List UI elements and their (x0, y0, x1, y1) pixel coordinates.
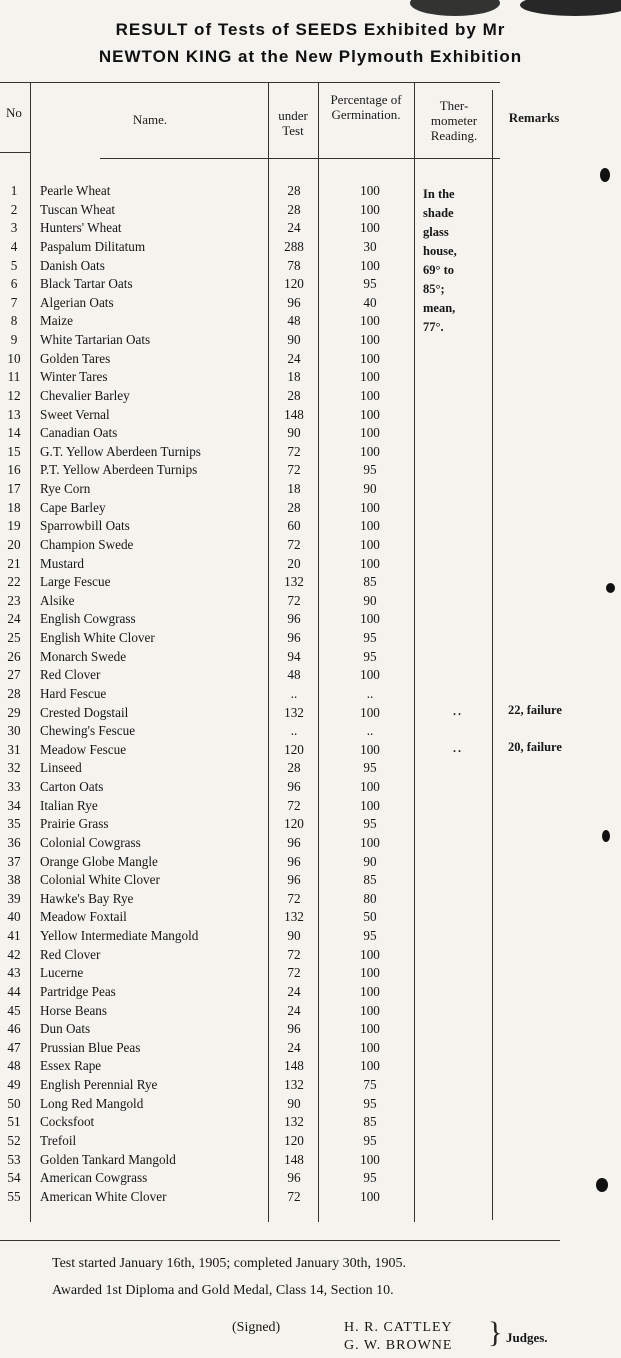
row-number: 3 (10, 220, 18, 236)
under-test-count: 96 (287, 834, 301, 850)
seed-name: Chevalier Barley (40, 387, 130, 403)
seed-name: Rye Corn (40, 481, 91, 496)
germination-percent: 100 (360, 313, 380, 329)
signed-label: (Signed) (232, 1320, 281, 1335)
seed-name: Italian Rye (40, 797, 98, 813)
seed-name: Hawke's Bay Rye (40, 890, 134, 906)
under-test-count: 288 (284, 238, 304, 254)
seed-name: Meadow Foxtail (40, 909, 127, 925)
row-number: 41 (7, 928, 21, 943)
germination-percent: 100 (360, 1188, 380, 1204)
under-test-count: 72 (287, 890, 301, 906)
row-number: 21 (7, 555, 21, 571)
row-number: 10 (7, 350, 21, 366)
row-number: 30 (7, 723, 21, 739)
under-test-count: 72 (287, 462, 301, 478)
col-divider-no (30, 82, 31, 1222)
germination-percent: 100 (360, 183, 380, 198)
under-test-count: 24 (287, 350, 301, 366)
under-test-count: 24 (287, 220, 301, 236)
thermometer-line: shade (423, 206, 454, 220)
col-divider-thermometer (492, 90, 493, 1220)
germination-percent: 100 (360, 704, 380, 720)
germination-percent: 90 (363, 853, 377, 869)
document-title-line-1: RESULT of Tests of SEEDS Exhibited by Mr (115, 20, 506, 39)
seed-name: Horse Beans (40, 1002, 108, 1018)
germination-percent: 95 (363, 630, 377, 645)
under-test-count: 96 (287, 1021, 301, 1037)
row-number: 50 (7, 1095, 21, 1111)
column-under-test (272, 182, 316, 1206)
row-number: 24 (7, 611, 21, 627)
thermometer-line: mean, (423, 301, 456, 315)
seed-name: Red Clover (40, 667, 101, 683)
germination-percent: 100 (360, 667, 380, 683)
column-germination (330, 182, 410, 1206)
row-number: 14 (7, 425, 21, 441)
row-number: 26 (7, 648, 21, 664)
row-number: 55 (7, 1188, 21, 1204)
seed-name: Hard Fescue (40, 685, 107, 701)
germination-percent: 95 (363, 1170, 377, 1186)
seed-name: Black Tartar Oats (40, 276, 133, 292)
seed-name: Long Red Mangold (40, 1095, 144, 1111)
row-number: 40 (7, 909, 21, 925)
under-test-count: 72 (287, 946, 301, 962)
judges-label: Judges. (506, 1330, 548, 1345)
header-name: Name. (132, 112, 168, 127)
under-test-count: 132 (284, 1077, 304, 1092)
seed-name: Crested Dogstail (40, 704, 129, 720)
row-number: 25 (7, 630, 21, 645)
header-thermometer: Ther- mometer Reading. (430, 98, 478, 143)
seed-name: Meadow Fescue (40, 741, 127, 757)
ink-blot (410, 0, 500, 16)
seed-name: Large Fescue (40, 574, 111, 590)
germination-percent: 100 (360, 387, 380, 403)
germination-percent: 85 (363, 872, 377, 888)
under-test-count: 72 (287, 797, 301, 813)
seed-name: Dun Oats (40, 1021, 91, 1037)
column-name (40, 182, 268, 1206)
seed-name: Red Clover (40, 946, 101, 962)
award-line: Awarded 1st Diploma and Gold Medal, Class 14, Section 10. (52, 1283, 394, 1298)
row-number: 53 (7, 1151, 21, 1167)
row-number: 28 (7, 685, 21, 701)
under-test-count: 28 (287, 183, 301, 198)
seed-name: American White Clover (40, 1188, 167, 1204)
germination-percent: 50 (363, 909, 377, 925)
row-number: 39 (7, 890, 21, 906)
row-number: 52 (7, 1132, 21, 1148)
row-number: 8 (10, 313, 18, 329)
under-test-count: .. (290, 723, 298, 739)
germination-percent: 95 (363, 928, 377, 943)
row-number: 51 (7, 1114, 21, 1130)
header-germination: Percentage of Germination. (330, 92, 402, 122)
germination-percent: 85 (363, 1114, 377, 1130)
germination-percent: 100 (360, 946, 380, 962)
row-number: 47 (7, 1039, 21, 1055)
row-number: 48 (7, 1058, 21, 1074)
under-test-count: 18 (287, 369, 301, 385)
row-number: 22 (7, 574, 21, 590)
under-test-count: 72 (287, 536, 301, 552)
under-test-count: 120 (284, 276, 304, 292)
under-test-count: 48 (287, 313, 301, 329)
under-test-count: 48 (287, 667, 301, 683)
row-number: 16 (7, 462, 21, 478)
row-number: 6 (10, 276, 18, 292)
under-test-count: 72 (287, 443, 301, 459)
col-divider-name (268, 82, 269, 1222)
seed-name: G.T. Yellow Aberdeen Turnips (40, 443, 201, 459)
seed-name: Essex Rape (40, 1058, 102, 1074)
document-title-line-2: NEWTON KING at the New Plymouth Exhibition (98, 47, 523, 66)
thermometer-line: 69° to (423, 263, 455, 277)
germination-percent: .. (366, 685, 374, 701)
under-test-count: 28 (287, 760, 301, 776)
under-test-count: 18 (287, 481, 301, 496)
seed-name: English Perennial Rye (40, 1077, 158, 1092)
seed-name: White Tartarian Oats (40, 332, 151, 347)
table-bottom-rule (0, 1240, 560, 1241)
row-number: 37 (7, 853, 21, 869)
seed-name: Colonial Cowgrass (40, 834, 141, 850)
under-test-count: 132 (284, 1114, 304, 1130)
germination-percent: 100 (360, 983, 380, 999)
ink-blot (600, 168, 610, 182)
seed-name: Orange Globe Mangle (40, 853, 158, 869)
seed-name: Sweet Vernal (40, 406, 110, 422)
under-test-count: 20 (287, 555, 301, 571)
under-test-count: 72 (287, 592, 301, 608)
germination-percent: 100 (360, 611, 380, 627)
row-number: 5 (10, 257, 18, 273)
row-number: 36 (7, 834, 21, 850)
under-test-count: 96 (287, 630, 301, 645)
germination-percent: .. (366, 723, 374, 739)
row-number: 45 (7, 1002, 21, 1018)
under-test-count: 72 (287, 1188, 301, 1204)
seed-name: Cape Barley (40, 499, 106, 515)
row-number: 43 (7, 965, 21, 981)
under-test-count: 24 (287, 1039, 301, 1055)
germination-percent: 100 (360, 406, 380, 422)
under-test-count: 24 (287, 983, 301, 999)
under-test-count: 60 (287, 518, 301, 534)
seed-name: Algerian Oats (40, 294, 114, 310)
under-test-count: 120 (284, 1132, 304, 1148)
seed-name: Winter Tares (40, 369, 108, 385)
under-test-count: 28 (287, 201, 301, 217)
seed-name: English Cowgrass (40, 611, 136, 627)
under-test-count: 132 (284, 909, 304, 925)
row-number: 46 (7, 1021, 21, 1037)
header-no: No (6, 105, 22, 120)
row-number: 9 (10, 332, 18, 347)
germination-percent: 100 (360, 1021, 380, 1037)
thermometer-line: 85°; (423, 282, 445, 296)
under-test-count: 120 (284, 741, 304, 757)
row-number: 23 (7, 592, 21, 608)
under-test-count: 132 (284, 704, 304, 720)
thermometer-note (423, 185, 491, 337)
row-number: 32 (7, 760, 21, 776)
germination-percent: 100 (360, 350, 380, 366)
row-number: 19 (7, 518, 21, 534)
row-number: 44 (7, 983, 21, 999)
germination-percent: 90 (363, 592, 377, 608)
germination-percent: 95 (363, 276, 377, 292)
header-bottom-rule (100, 158, 500, 159)
header-under-test: under Test (278, 108, 308, 138)
germination-percent: 100 (360, 1058, 380, 1074)
germination-percent: 100 (360, 536, 380, 552)
under-test-count: 96 (287, 853, 301, 869)
under-test-count: 90 (287, 425, 301, 441)
under-test-count: 90 (287, 332, 301, 347)
germination-percent: 75 (363, 1077, 377, 1092)
row-number: 33 (7, 779, 21, 794)
seed-name: Monarch Swede (40, 648, 127, 664)
row-number: 13 (7, 406, 21, 422)
seed-name: Chewing's Fescue (40, 723, 136, 739)
seed-name: Hunters' Wheat (40, 220, 122, 236)
germination-percent: 85 (363, 574, 377, 590)
seed-name: Pearle Wheat (40, 183, 111, 198)
row-number: 31 (7, 741, 21, 757)
row-number: 49 (7, 1077, 21, 1092)
row-number: 38 (7, 872, 21, 888)
under-test-count: 78 (287, 257, 301, 273)
row-number: 20 (7, 536, 21, 552)
col-divider-under (318, 82, 319, 1222)
under-test-count: 72 (287, 965, 301, 981)
under-test-count: 28 (287, 499, 301, 515)
row-number: 12 (7, 387, 21, 403)
seed-name: Danish Oats (40, 257, 105, 273)
seed-name: Sparrowbill Oats (40, 518, 130, 534)
germination-percent: 100 (360, 201, 380, 217)
germination-percent: 100 (360, 425, 380, 441)
seed-name: Tuscan Wheat (40, 201, 116, 217)
germination-percent: 95 (363, 462, 377, 478)
germination-percent: 95 (363, 648, 377, 664)
ink-blot (596, 1178, 608, 1192)
header-remarks: Remarks (508, 110, 560, 125)
under-test-count: 96 (287, 294, 301, 310)
row-number: 15 (7, 443, 21, 459)
seed-name: Golden Tankard Mangold (40, 1151, 176, 1167)
ink-blot (520, 0, 621, 16)
germination-percent: 100 (360, 797, 380, 813)
remark-row-29: 22, failure (508, 703, 562, 717)
germination-percent: 100 (360, 499, 380, 515)
germination-percent: 100 (360, 220, 380, 236)
seed-name: Yellow Intermediate Mangold (40, 928, 199, 943)
germination-percent: 100 (360, 779, 380, 794)
judges-brace: } (488, 1316, 503, 1349)
seed-name: Colonial White Clover (40, 872, 160, 888)
judge-cattley: H. R. CATTLEY (344, 1320, 453, 1335)
seed-name: Trefoil (40, 1132, 77, 1148)
germination-percent: 40 (363, 294, 377, 310)
row-number: 54 (7, 1170, 21, 1186)
under-test-count: 94 (287, 648, 301, 664)
thermometer-line: In the (423, 187, 455, 201)
germination-percent: 95 (363, 1095, 377, 1111)
germination-percent: 100 (360, 965, 380, 981)
under-test-count: 96 (287, 1170, 301, 1186)
row-number: 2 (10, 201, 18, 217)
row-number: 18 (7, 499, 21, 515)
judge-browne: G. W. BROWNE (344, 1338, 453, 1353)
seed-name: English White Clover (40, 630, 155, 645)
seed-name: Golden Tares (40, 350, 111, 366)
seed-name: Lucerne (40, 965, 84, 981)
row-number: 27 (7, 667, 21, 683)
test-dates: Test started January 16th, 1905; completed January 30th, 1905. (52, 1256, 406, 1271)
seed-name: Partridge Peas (40, 983, 116, 999)
germination-percent: 95 (363, 1132, 377, 1148)
row-number: 42 (7, 946, 21, 962)
under-test-count: 148 (284, 1058, 304, 1074)
table-top-rule (0, 82, 500, 83)
germination-percent: 100 (360, 834, 380, 850)
under-test-count: 90 (287, 1095, 301, 1111)
seed-name: P.T. Yellow Aberdeen Turnips (40, 462, 198, 478)
germination-percent: 95 (363, 816, 377, 832)
under-test-count: 148 (284, 406, 304, 422)
seed-name: Paspalum Dilitatum (40, 238, 146, 254)
under-test-count: 148 (284, 1151, 304, 1167)
under-test-count: .. (290, 685, 298, 701)
seed-name: Carton Oats (40, 779, 104, 794)
germination-percent: 100 (360, 257, 380, 273)
under-test-count: 96 (287, 779, 301, 794)
row-number: 29 (7, 704, 21, 720)
remark-dots-29: .. (453, 704, 463, 718)
row-number: 7 (10, 294, 18, 310)
row-number: 17 (7, 481, 21, 496)
germination-percent: 100 (360, 1002, 380, 1018)
under-test-count: 132 (284, 574, 304, 590)
germination-percent: 90 (363, 481, 377, 496)
seed-name: Alsike (40, 592, 75, 608)
germination-percent: 80 (363, 890, 377, 906)
remark-row-31: 20, failure (508, 740, 562, 754)
under-test-count: 96 (287, 611, 301, 627)
germination-percent: 100 (360, 518, 380, 534)
germination-percent: 100 (360, 1151, 380, 1167)
seed-name: Maize (40, 313, 73, 329)
seed-name: American Cowgrass (40, 1170, 148, 1186)
row-number: 11 (7, 369, 21, 385)
under-test-count: 96 (287, 872, 301, 888)
under-test-count: 28 (287, 387, 301, 403)
seed-name: Prussian Blue Peas (40, 1039, 141, 1055)
ink-blot (606, 583, 615, 593)
germination-percent: 100 (360, 443, 380, 459)
germination-percent: 100 (360, 741, 380, 757)
under-test-count: 90 (287, 928, 301, 943)
row-number: 4 (10, 238, 18, 254)
remark-dots-31: .. (453, 741, 463, 755)
thermometer-line: glass (423, 225, 449, 239)
row-number: 1 (10, 183, 18, 198)
germination-percent: 95 (363, 760, 377, 776)
thermometer-line: house, (423, 244, 457, 258)
ink-blot (602, 830, 610, 842)
no-header-rule (0, 152, 30, 153)
germination-percent: 100 (360, 369, 380, 385)
germination-percent: 100 (360, 332, 380, 347)
under-test-count: 24 (287, 1002, 301, 1018)
seed-name: Mustard (40, 555, 84, 571)
col-divider-germination (414, 82, 415, 1222)
seed-name: Cocksfoot (40, 1114, 95, 1130)
germination-percent: 30 (363, 238, 377, 254)
row-number: 34 (7, 797, 21, 813)
row-number: 35 (7, 816, 21, 832)
under-test-count: 120 (284, 816, 304, 832)
seed-name: Prairie Grass (40, 816, 109, 832)
seed-name: Canadian Oats (40, 425, 118, 441)
column-no (2, 182, 26, 1206)
germination-percent: 100 (360, 555, 380, 571)
thermometer-line: 77°. (423, 320, 444, 334)
germination-percent: 100 (360, 1039, 380, 1055)
seed-name: Champion Swede (40, 536, 134, 552)
seed-name: Linseed (40, 760, 82, 776)
